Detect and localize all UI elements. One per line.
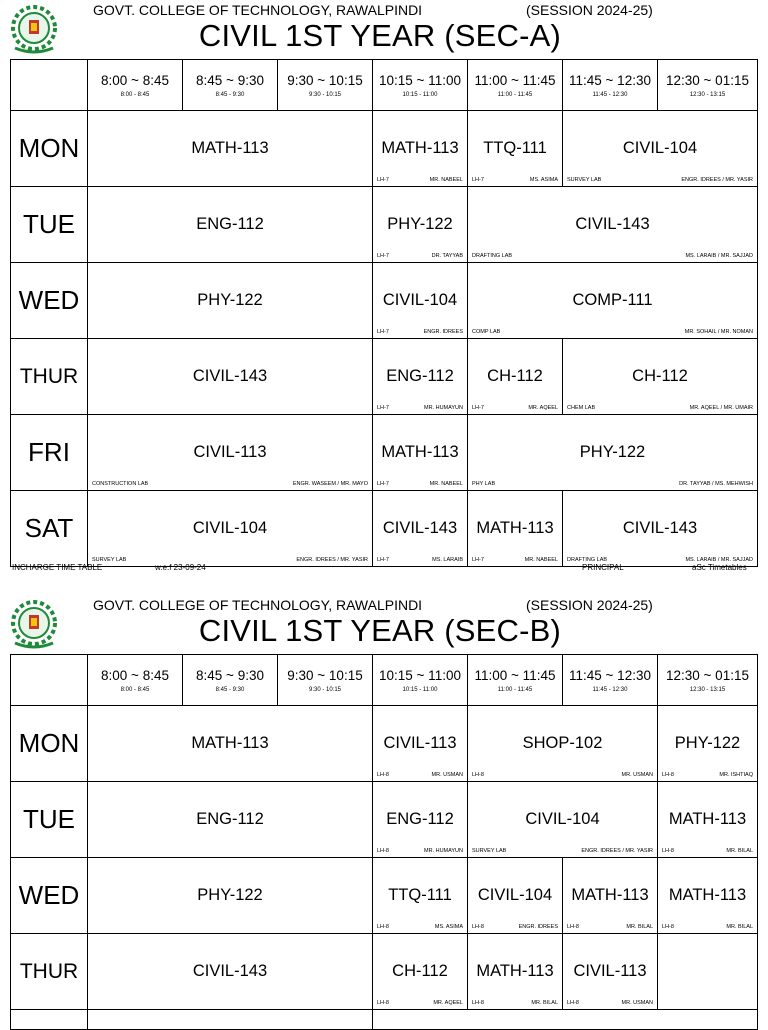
- subject-code: CIVIL-143: [382, 519, 458, 537]
- day-label: TUE: [11, 187, 88, 263]
- class-cell: [468, 263, 758, 339]
- room-label: LH-7: [377, 329, 389, 335]
- class-cell: [468, 934, 563, 1010]
- teacher-label: MR. NABEEL: [429, 177, 463, 183]
- class-cell: [88, 415, 373, 491]
- session-label: (SESSION 2024-25): [526, 2, 653, 18]
- room-label: SURVEY LAB: [92, 557, 127, 563]
- subject-code: PHY-122: [387, 215, 453, 233]
- timetable-grid: [10, 59, 758, 567]
- period-time: 8:45 ~ 9:30: [196, 73, 264, 88]
- period-time: 10:15 ~ 11:00: [379, 668, 461, 683]
- period-header: [373, 60, 468, 111]
- subject-code: ENG-112: [196, 215, 264, 233]
- period-time-small: 8:00 - 8:45: [120, 687, 150, 693]
- period-time-small: 8:00 - 8:45: [120, 92, 150, 98]
- class-cell: [563, 934, 658, 1010]
- class-cell: [468, 491, 563, 567]
- period-time-small: 12:30 - 13:15: [689, 687, 726, 693]
- period-time: 11:45 ~ 12:30: [569, 668, 651, 683]
- room-label: CHEM LAB: [567, 405, 596, 411]
- period-time: 8:00 ~ 8:45: [101, 73, 169, 88]
- period-time: 12:30 ~ 01:15: [666, 668, 749, 683]
- day-row: [11, 187, 758, 263]
- room-label: LH-7: [377, 481, 389, 487]
- timetable-grid: [10, 654, 758, 1030]
- subject-code: PHY-122: [674, 734, 741, 752]
- class-cell: [468, 111, 563, 187]
- teacher-label: MS. LARAIB / MR. SAJJAD: [685, 557, 753, 563]
- period-time-small: 10:15 - 11:00: [402, 92, 438, 98]
- period-header: [563, 60, 658, 111]
- period-header: [658, 655, 758, 706]
- teacher-label: MR. NABEEL: [429, 481, 463, 487]
- room-label: PHY LAB: [472, 481, 496, 487]
- subject-code: CIVIL-143: [192, 367, 268, 385]
- class-cell-empty: [658, 934, 758, 1010]
- period-time-small: 9:30 - 10:15: [308, 92, 342, 98]
- footer-wef: w.e.f 23-09-24: [155, 563, 206, 572]
- teacher-label: MS. ASIMA: [529, 177, 558, 183]
- day-row: [11, 491, 758, 567]
- period-header: [88, 60, 183, 111]
- day-label: MON: [11, 706, 88, 782]
- subject-code: CIVIL-113: [573, 962, 647, 980]
- subject-code: TTQ-111: [388, 886, 452, 904]
- day-row: [11, 934, 758, 1010]
- teacher-label: ENGR. IDREES: [423, 329, 463, 335]
- room-label: LH-8: [662, 772, 674, 778]
- teacher-label: ENGR. IDREES / MR. YASIR: [681, 177, 753, 183]
- day-row: [11, 111, 758, 187]
- class-cell: [88, 934, 373, 1010]
- teacher-label: ENGR. IDREES / MR. YASIR: [581, 848, 653, 854]
- period-time-small: 12:30 - 13:15: [689, 92, 726, 98]
- teacher-label: MR. BILAL: [726, 848, 753, 854]
- session-label: (SESSION 2024-25): [526, 597, 653, 613]
- teacher-label: MR. SOHAIL / MR. NOMAN: [684, 329, 753, 335]
- class-cell: [468, 415, 758, 491]
- subject-code: ENG-112: [386, 810, 454, 828]
- room-label: LH-8: [662, 924, 674, 930]
- class-cell: [373, 706, 468, 782]
- period-header: [468, 655, 563, 706]
- period-time-small: 10:15 - 11:00: [402, 687, 438, 693]
- period-header: [183, 655, 278, 706]
- class-cell: [373, 187, 468, 263]
- class-cell: [658, 782, 758, 858]
- subject-code: CIVIL-104: [525, 810, 600, 828]
- period-time-small: 11:45 - 12:30: [592, 687, 628, 693]
- period-header: [468, 60, 563, 111]
- day-row: [11, 706, 758, 782]
- period-time-small: 8:45 - 9:30: [215, 92, 245, 98]
- room-label: LH-8: [377, 848, 389, 854]
- class-cell: [468, 706, 658, 782]
- teacher-label: MR. USMAN: [431, 772, 463, 778]
- class-cell: [468, 858, 563, 934]
- subject-code: CH-112: [487, 367, 543, 385]
- footer-asc: aSc Timetables: [692, 563, 747, 572]
- subject-code: TTQ-111: [483, 139, 547, 157]
- room-label: SURVEY LAB: [472, 848, 507, 854]
- teacher-label: MR. USMAN: [621, 772, 653, 778]
- period-time: 11:00 ~ 11:45: [474, 73, 556, 88]
- teacher-label: MS. ASIMA: [434, 924, 463, 930]
- class-cell: [88, 263, 373, 339]
- subject-code: PHY-122: [579, 443, 646, 461]
- teacher-label: MR. AQEEL: [433, 1000, 463, 1006]
- period-header: [658, 60, 758, 111]
- period-time-small: 8:45 - 9:30: [215, 687, 245, 693]
- class-cell: [88, 187, 373, 263]
- subject-code: MATH-113: [381, 139, 459, 157]
- subject-code: MATH-113: [476, 962, 554, 980]
- room-label: LH-8: [377, 772, 389, 778]
- room-label: LH-7: [377, 405, 389, 411]
- subject-code: MATH-113: [668, 810, 747, 828]
- subject-code: CIVIL-104: [192, 519, 268, 537]
- subject-code: ENG-112: [386, 367, 454, 385]
- subject-code: CIVIL-143: [575, 215, 650, 233]
- room-label: LH-8: [567, 924, 579, 930]
- subject-code: SHOP-102: [522, 734, 603, 752]
- room-label: DRAFTING LAB: [472, 253, 513, 259]
- period-header: [183, 60, 278, 111]
- class-cell: [563, 491, 758, 567]
- teacher-label: ENGR. WASEEM / MR. MAYO: [292, 481, 368, 487]
- day-row: [11, 782, 758, 858]
- teacher-label: MR. HUMAYUN: [423, 405, 463, 411]
- day-label: FRI: [11, 415, 88, 491]
- room-label: LH-7: [472, 177, 484, 183]
- day-label: WED: [11, 263, 88, 339]
- class-cell-partial: [373, 1010, 758, 1030]
- class-cell: [88, 782, 373, 858]
- subject-code: CIVIL-113: [193, 443, 267, 461]
- day-row: [11, 858, 758, 934]
- class-cell-partial: [88, 1010, 373, 1030]
- timetable-title: CIVIL 1ST YEAR (SEC-A): [198, 18, 562, 53]
- class-cell: [373, 858, 468, 934]
- period-time-small: 11:00 - 11:45: [497, 687, 533, 693]
- teacher-label: ENGR. IDREES / MR. YASIR: [296, 557, 368, 563]
- period-time: 8:45 ~ 9:30: [196, 668, 264, 683]
- period-time-small: 11:45 - 12:30: [592, 92, 628, 98]
- period-header: [373, 655, 468, 706]
- subject-code: MATH-113: [191, 139, 269, 157]
- room-label: LH-8: [472, 924, 484, 930]
- period-time: 10:15 ~ 11:00: [379, 73, 461, 88]
- subject-code: COMP-111: [572, 291, 653, 309]
- college-name: GOVT. COLLEGE OF TECHNOLOGY, RAWALPINDI: [93, 2, 423, 18]
- teacher-label: MR. USMAN: [621, 1000, 653, 1006]
- room-label: LH-7: [472, 557, 484, 563]
- class-cell: [658, 858, 758, 934]
- corner-cell: [11, 655, 88, 706]
- class-cell: [88, 858, 373, 934]
- subject-code: MATH-113: [191, 734, 269, 752]
- day-label: MON: [11, 111, 88, 187]
- day-label: WED: [11, 858, 88, 934]
- period-time: 9:30 ~ 10:15: [287, 668, 363, 683]
- teacher-label: MR. ISHTIAQ: [719, 772, 753, 778]
- class-cell: [373, 415, 468, 491]
- class-cell: [88, 491, 373, 567]
- teacher-label: MR. BILAL: [531, 1000, 558, 1006]
- footer-incharge: INCHARGE TIME TABLE: [12, 563, 103, 572]
- room-label: LH-8: [567, 1000, 579, 1006]
- teacher-label: MR. BILAL: [726, 924, 753, 930]
- class-cell: [373, 934, 468, 1010]
- period-time: 8:00 ~ 8:45: [101, 668, 169, 683]
- timetable-title: CIVIL 1ST YEAR (SEC-B): [198, 613, 562, 648]
- subject-code: MATH-113: [571, 886, 649, 904]
- teacher-label: MR. AQEEL / MR. UMAIR: [689, 405, 753, 411]
- class-cell: [88, 706, 373, 782]
- subject-code: CIVIL-113: [383, 734, 457, 752]
- room-label: LH-7: [377, 177, 389, 183]
- day-row: [11, 415, 758, 491]
- room-label: LH-8: [472, 1000, 484, 1006]
- subject-code: CIVIL-104: [477, 886, 553, 904]
- teacher-label: MS. LARAIB: [432, 557, 463, 563]
- teacher-label: MR. NABEEL: [524, 557, 558, 563]
- room-label: DRAFTING LAB: [567, 557, 608, 563]
- class-cell: [468, 339, 563, 415]
- subject-code: MATH-113: [668, 886, 747, 904]
- subject-code: CIVIL-104: [382, 291, 458, 309]
- class-cell: [373, 782, 468, 858]
- subject-code: PHY-122: [197, 291, 263, 309]
- period-time: 12:30 ~ 01:15: [666, 73, 749, 88]
- class-cell: [563, 111, 758, 187]
- day-row: [11, 339, 758, 415]
- period-time-small: 11:00 - 11:45: [497, 92, 533, 98]
- day-row: [11, 263, 758, 339]
- class-cell: [658, 706, 758, 782]
- class-cell: [563, 339, 758, 415]
- room-label: COMP LAB: [472, 329, 501, 335]
- class-cell: [88, 111, 373, 187]
- subject-code: CH-112: [392, 962, 448, 980]
- class-cell: [468, 782, 658, 858]
- teacher-label: MR. BILAL: [626, 924, 653, 930]
- period-time-small: 9:30 - 10:15: [308, 687, 342, 693]
- teacher-label: MR. HUMAYUN: [423, 848, 463, 854]
- period-header-row: [11, 60, 758, 111]
- period-header: [278, 60, 373, 111]
- day-label: TUE: [11, 782, 88, 858]
- class-cell: [373, 339, 468, 415]
- period-time: 11:45 ~ 12:30: [569, 73, 651, 88]
- subject-code: CIVIL-104: [622, 139, 698, 157]
- class-cell: [373, 111, 468, 187]
- day-label: SAT: [11, 491, 88, 567]
- corner-cell: [11, 60, 88, 111]
- period-time: 11:00 ~ 11:45: [474, 668, 556, 683]
- room-label: LH-8: [377, 924, 389, 930]
- day-label-partial: [11, 1010, 88, 1030]
- day-label: THUR: [11, 339, 88, 415]
- room-label: LH-8: [662, 848, 674, 854]
- teacher-label: ENGR. IDREES: [518, 924, 558, 930]
- subject-code: MATH-113: [381, 443, 459, 461]
- period-time: 9:30 ~ 10:15: [287, 73, 363, 88]
- teacher-label: DR. TAYYAB / MS. MEHWISH: [679, 481, 753, 487]
- subject-code: PHY-122: [197, 886, 263, 904]
- day-label: THUR: [11, 934, 88, 1010]
- class-cell: [563, 858, 658, 934]
- footer-principal: PRINCIPAL: [582, 563, 624, 572]
- period-header: [278, 655, 373, 706]
- teacher-label: MS. LARAIB / MR. SAJJAD: [685, 253, 753, 259]
- teacher-label: MR. AQEEL: [528, 405, 558, 411]
- room-label: CONSTRUCTION LAB: [92, 481, 149, 487]
- room-label: LH-8: [472, 772, 484, 778]
- room-label: SURVEY LAB: [567, 177, 602, 183]
- teacher-label: DR. TAYYAB: [431, 253, 463, 259]
- subject-code: MATH-113: [476, 519, 554, 537]
- college-name: GOVT. COLLEGE OF TECHNOLOGY, RAWALPINDI: [93, 597, 423, 613]
- period-header: [563, 655, 658, 706]
- day-row-partial: [11, 1010, 758, 1030]
- room-label: LH-7: [377, 253, 389, 259]
- subject-code: CIVIL-143: [192, 962, 268, 980]
- class-cell: [373, 491, 468, 567]
- subject-code: CH-112: [632, 367, 688, 385]
- period-header-row: [11, 655, 758, 706]
- class-cell: [88, 339, 373, 415]
- room-label: LH-7: [472, 405, 484, 411]
- period-header: [88, 655, 183, 706]
- subject-code: ENG-112: [196, 810, 264, 828]
- class-cell: [373, 263, 468, 339]
- class-cell: [468, 187, 758, 263]
- room-label: LH-8: [377, 1000, 389, 1006]
- room-label: LH-7: [377, 557, 389, 563]
- subject-code: CIVIL-143: [622, 519, 698, 537]
